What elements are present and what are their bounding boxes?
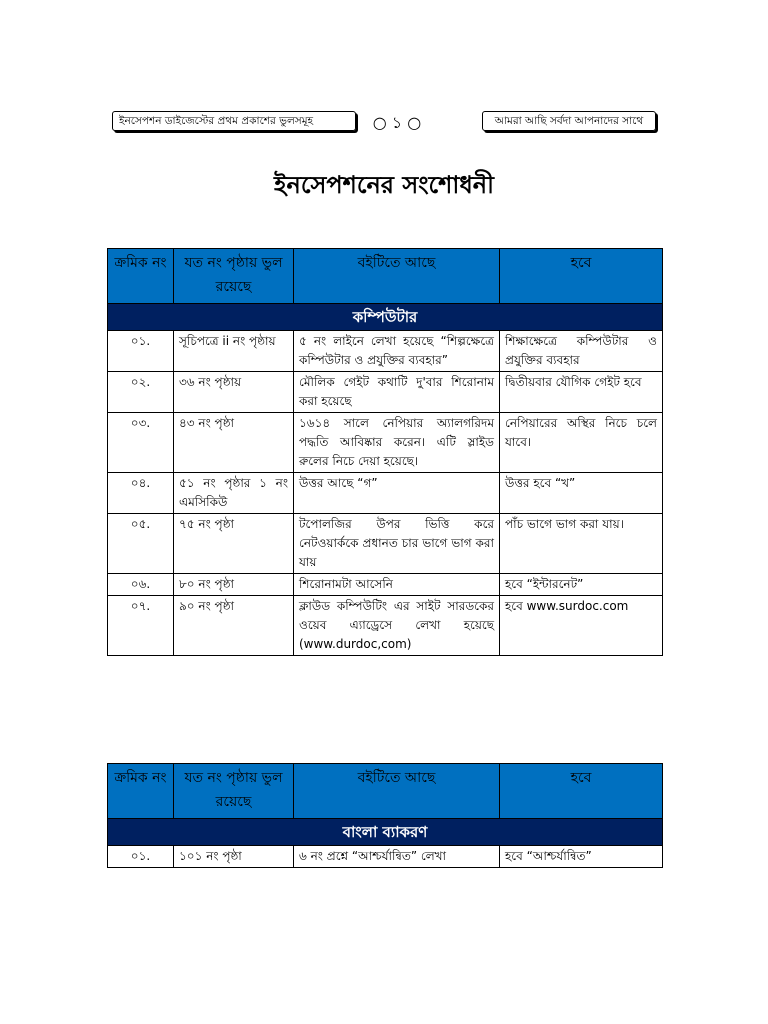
- section-row: [108, 304, 663, 331]
- header-right-box: আমরা আছি সর্বদা আপনাদের সাথে: [482, 111, 656, 131]
- col-header-serial: ক্রমিক নং: [108, 764, 174, 819]
- serial-cell: ০৪.: [108, 473, 174, 514]
- page-number: ○ ১ ○: [372, 113, 422, 132]
- table-row: [108, 413, 663, 473]
- existing-cell: উত্তর আছে “গ”: [294, 473, 500, 514]
- table-row: [108, 331, 663, 372]
- existing-cell: টপোলজির উপর ভিত্তি করে নেটওয়ার্ককে প্রধানত চার ভাগে ভাগ করা যায়: [294, 514, 500, 574]
- page-cell: সূচিপত্রে ii নং পৃষ্ঠায়: [174, 331, 294, 372]
- correct-cell: হবে “ইন্টারনেট”: [500, 574, 663, 596]
- page-cell: ৩৬ নং পৃষ্ঠায়: [174, 372, 294, 413]
- table-row: [108, 473, 663, 514]
- col-header-correct: হবে: [500, 764, 663, 819]
- existing-cell: ১৬১৪ সালে নেপিয়ার অ্যালগরিদম পদ্ধতি আবিষ্কার করেন। এটি স্লাইড রুলের নিচে দেয়া হয়েছে।: [294, 413, 500, 473]
- col-header-page: যত নং পৃষ্ঠায় ভুল রয়েছে: [174, 249, 294, 304]
- page-cell: ৫১ নং পৃষ্ঠার ১ নং এমসিকিউ: [174, 473, 294, 514]
- serial-cell: ০২.: [108, 372, 174, 413]
- serial-cell: ০৭.: [108, 596, 174, 656]
- correct-cell: নেপিয়ারের অস্থির নিচে চলে যাবে।: [500, 413, 663, 473]
- document-title: ইনসেপশনের সংশোধনী: [274, 171, 494, 199]
- page-cell: ১০১ নং পৃষ্ঠা: [174, 846, 294, 868]
- page-cell: ৯০ নং পৃষ্ঠা: [174, 596, 294, 656]
- page-cell: ৭৫ নং পৃষ্ঠা: [174, 514, 294, 574]
- serial-cell: ০৬.: [108, 574, 174, 596]
- existing-cell: শিরোনামটা আসেনি: [294, 574, 500, 596]
- correct-cell: উত্তর হবে “খ”: [500, 473, 663, 514]
- existing-cell: ৫ নং লাইনে লেখা হয়েছে “শিল্পক্ষেত্রে কম্পিউটার ও প্রযুক্তির ব্যবহার”: [294, 331, 500, 372]
- correct-cell: হবে “আশ্চর্যান্বিত”: [500, 846, 663, 868]
- correct-cell: পাঁচ ভাগে ভাগ করা যায়।: [500, 514, 663, 574]
- existing-cell: ৬ নং প্রশ্নে “আশ্চর্যান্বিত” লেখা: [294, 846, 500, 868]
- existing-cell: ক্লাউড কম্পিউটিং এর সাইট সারডকের ওয়েব এ্যাড্রেসে লেখা হয়েছে (www.durdoc,com): [294, 596, 500, 656]
- table-row: [108, 574, 663, 596]
- col-header-serial: ক্রমিক নং: [108, 249, 174, 304]
- correct-cell: দ্বিতীয়বার যৌগিক গেইট হবে: [500, 372, 663, 413]
- section-row: [108, 819, 663, 846]
- table-row: [108, 596, 663, 656]
- page-cell: ৮০ নং পৃষ্ঠা: [174, 574, 294, 596]
- col-header-page: যত নং পৃষ্ঠায় ভুল রয়েছে: [174, 764, 294, 819]
- table-row: [108, 372, 663, 413]
- section-title: বাংলা ব্যাকরণ: [108, 819, 663, 846]
- correction-table-computer: [107, 248, 663, 656]
- table-header-row: [108, 249, 663, 304]
- correction-table-bangla-grammar: [107, 763, 663, 868]
- correct-cell: শিক্ষাক্ষেত্রে কম্পিউটার ও প্রযুক্তির ব্যবহার: [500, 331, 663, 372]
- serial-cell: ০৩.: [108, 413, 174, 473]
- existing-cell: মৌলিক গেইট কথাটি দু'বার শিরোনাম করা হয়েছে: [294, 372, 500, 413]
- col-header-existing: বইটিতে আছে: [294, 249, 500, 304]
- correct-cell: হবে www.surdoc.com: [500, 596, 663, 656]
- header-left-box: ইনসেপশন ডাইজেস্টের প্রথম প্রকাশের ভুলসমূহ: [112, 111, 356, 131]
- table-row: [108, 846, 663, 868]
- section-title: কম্পিউটার: [108, 304, 663, 331]
- serial-cell: ০১.: [108, 846, 174, 868]
- page-cell: ৪৩ নং পৃষ্ঠা: [174, 413, 294, 473]
- serial-cell: ০১.: [108, 331, 174, 372]
- col-header-existing: বইটিতে আছে: [294, 764, 500, 819]
- col-header-correct: হবে: [500, 249, 663, 304]
- table-header-row: [108, 764, 663, 819]
- table-row: [108, 514, 663, 574]
- serial-cell: ০৫.: [108, 514, 174, 574]
